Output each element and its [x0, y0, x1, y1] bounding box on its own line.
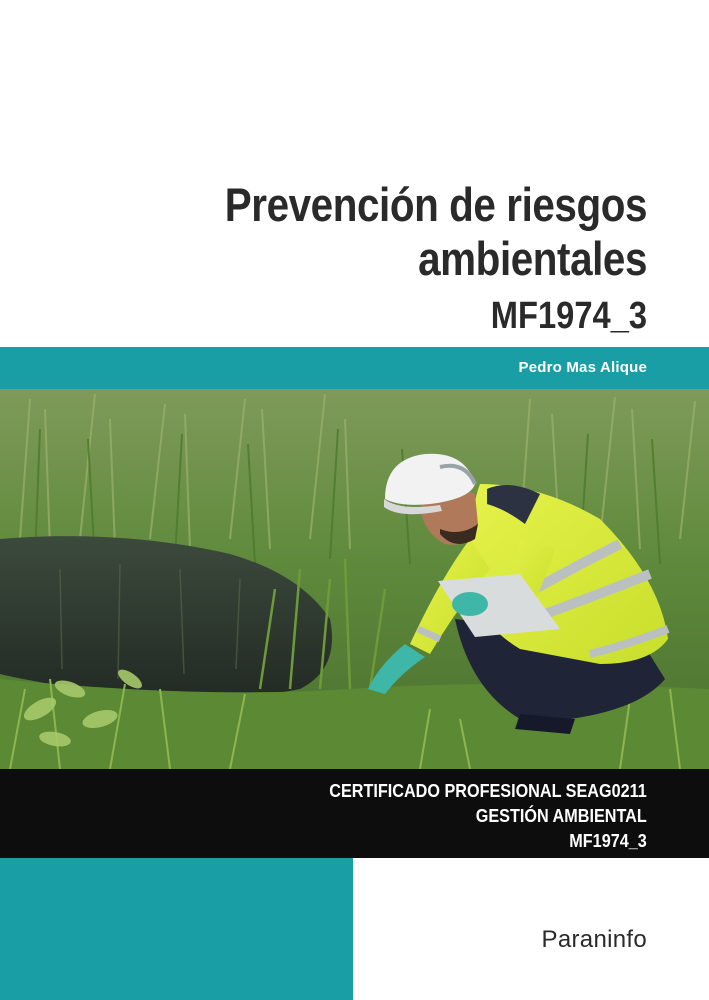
author-name: Pedro Mas Alique	[518, 359, 647, 376]
title-block	[156, 178, 647, 338]
book-title-line-2: ambientales	[418, 232, 647, 285]
certificate-line-1: CERTIFICADO PROFESIONAL SEAG0211	[329, 781, 647, 801]
module-code: MF1974_3	[490, 295, 647, 337]
certificate-text	[294, 779, 647, 854]
cover-photo	[0, 389, 709, 769]
publisher-logo: Paraninfo	[541, 926, 647, 953]
cover-photo-illustration	[0, 389, 709, 769]
book-title-line-1: Prevención de riesgos	[224, 178, 647, 231]
bottom-teal-block	[0, 858, 353, 1000]
author-band	[0, 347, 709, 389]
certificate-band	[0, 769, 709, 858]
certificate-line-3: MF1974_3	[569, 831, 647, 851]
certificate-line-2: GESTIÓN AMBIENTAL	[476, 806, 647, 826]
